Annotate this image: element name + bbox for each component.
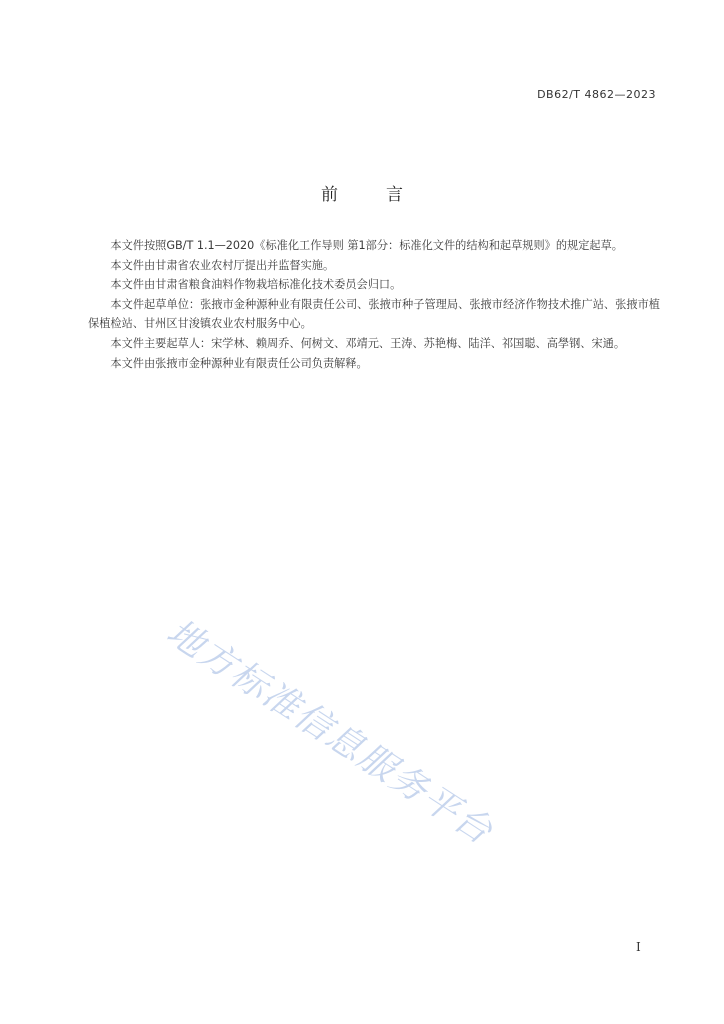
paragraph-proposer: 本文件由甘肃省农业农村厅提出并监督实施。 (110, 258, 335, 272)
paragraph-technical-committee: 本文件由甘肃省粮食油料作物栽培标准化技术委员会归口。 (110, 278, 402, 292)
document-code: DB62/T 4862—2023 (537, 88, 656, 101)
page-number: I (636, 940, 641, 954)
paragraph-drafters: 本文件主要起草人：宋学林、赖周乔、何树文、邓靖元、王涛、苏艳梅、陆洋、祁国聪、高學钢、宋通。 (110, 336, 626, 350)
paragraph-interpretation: 本文件由张掖市金种源种业有限责任公司负责解释。 (110, 356, 368, 370)
paragraph-drafting-units: 本文件起草单位：张掖市金种源种业有限责任公司、张掖市种子管理局、张掖市经济作物技术推广站、张掖市植保植检站、甘州区甘浚镇农业农村服务中心。 (88, 297, 660, 331)
page-title: 前言 (321, 185, 451, 205)
foreword-body (88, 236, 660, 373)
watermark: 地方标准信息服务平台 (159, 611, 501, 854)
paragraph-drafting-rules: 本文件按照GB/T 1.1—2020《标准化工作导则 第1部分：标准化文件的结构和起草规则》的规定起草。 (110, 239, 623, 252)
